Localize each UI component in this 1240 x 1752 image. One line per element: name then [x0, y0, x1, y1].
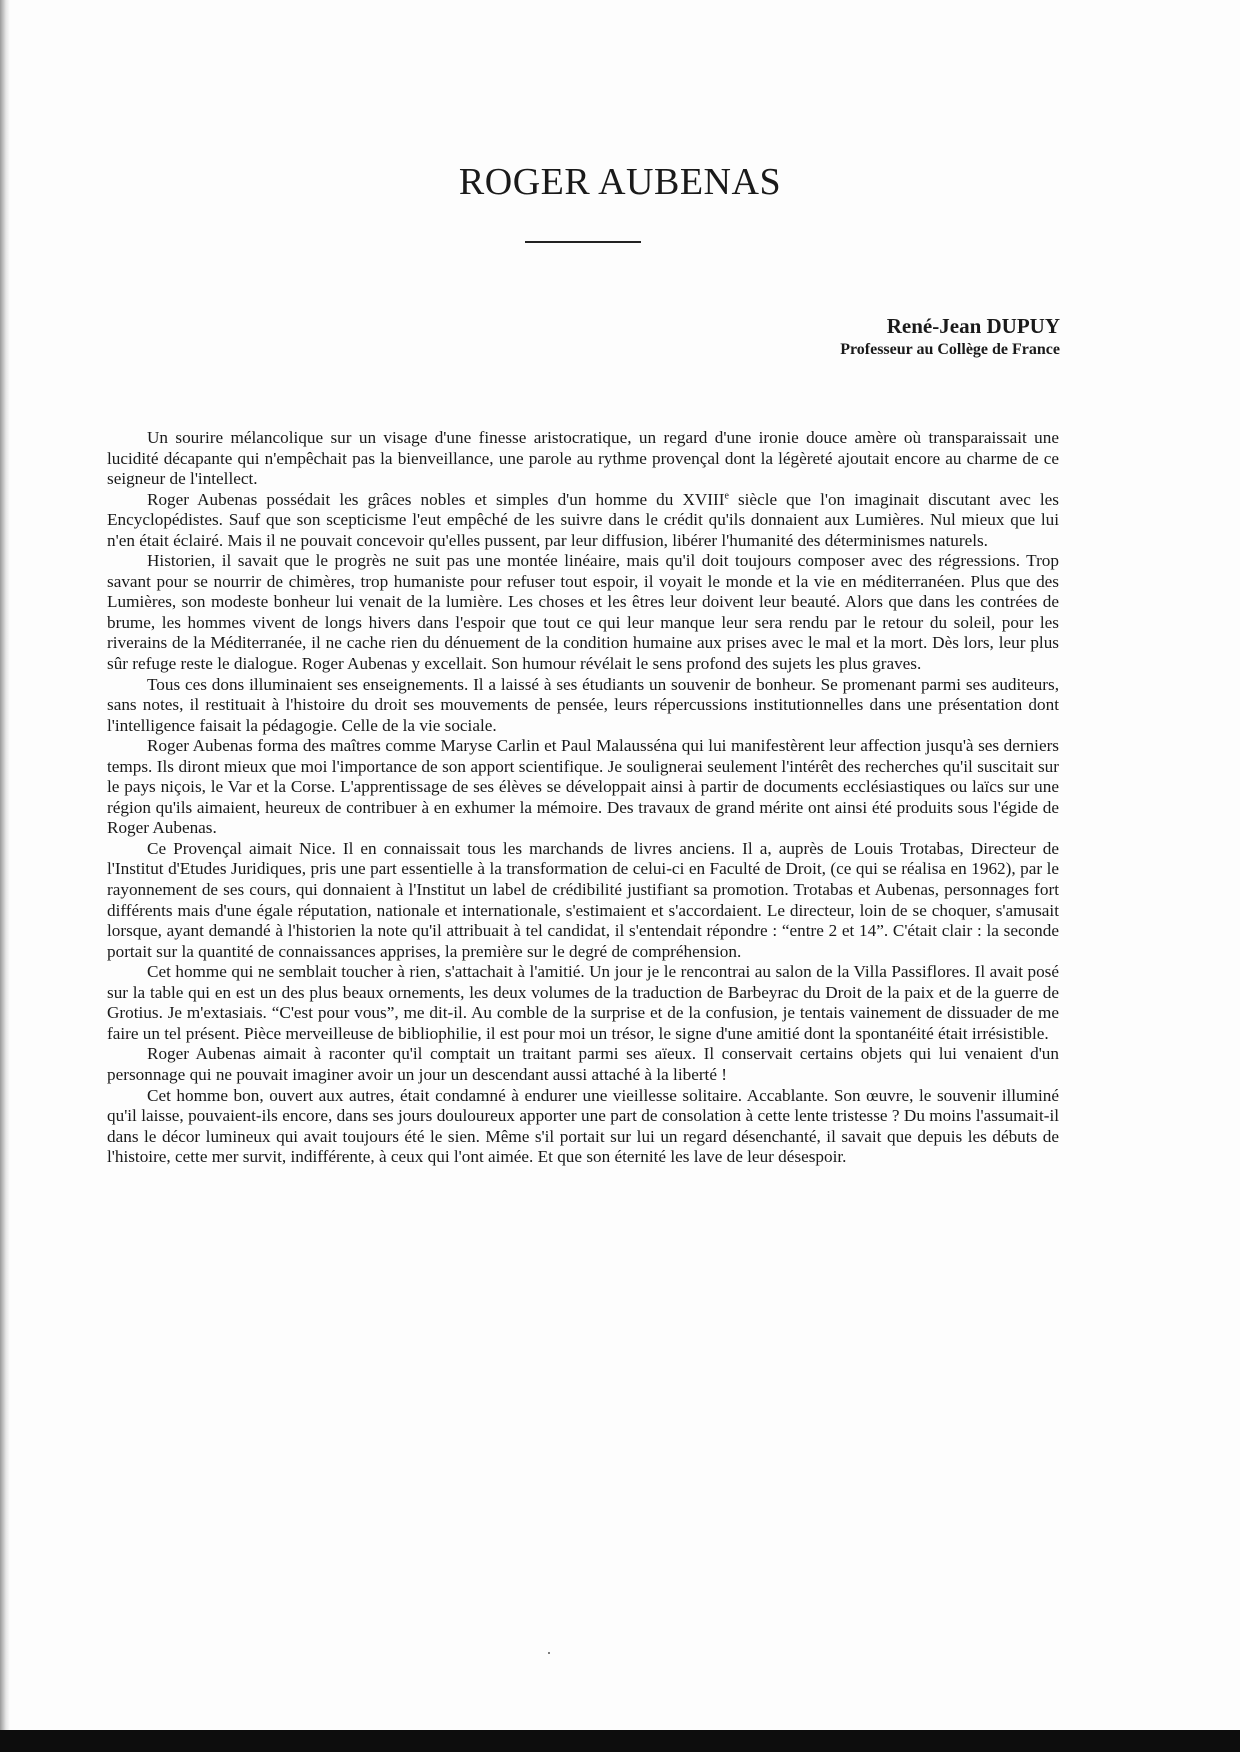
paragraph: Roger Aubenas aimait à raconter qu'il comptait un traitant parmi ses aïeux. Il conservait certains objets qui lui venaient d'un personnage qui ne pouvait imaginer avoir un jour un descendant aussi attaché à la liberté !: [107, 1044, 1059, 1084]
author-role: Professeur au Collège de France: [840, 341, 1060, 358]
title-divider: [525, 241, 641, 243]
author-name: René-Jean DUPUY: [886, 314, 1060, 338]
paragraph: Un sourire mélancolique sur un visage d'une finesse aristocratique, un regard d'une ironie douce amère où transparaissait une lucidité décapante qui n'empêchait pas la bienveillance, une parole au rythme provençal dont la légèreté ajoutait encore au charme de ce seigneur de l'intellect.: [107, 428, 1059, 489]
paragraph-text: Roger Aubenas possédait les grâces nobles et simples d'un homme du XVIII: [147, 489, 725, 509]
paragraph-text: siècle que l'on imaginait discutant avec les Encyclopédistes. Sauf que son scepticisme l'eut empêché de les suivre dans le crédit qu'ils donnaient aux Lumières. Nul mieux que lui n'en était éclairé. Mais il ne pouvait concevoir qu'elles pussent, par leur diffusion, libérer l'humanité des déterminismes naturels.: [107, 489, 1059, 550]
paragraph: [107, 490, 1059, 552]
scan-bottom-edge: [0, 1730, 1240, 1752]
paragraph: Roger Aubenas forma des maîtres comme Maryse Carlin et Paul Malausséna qui lui manifestèrent leur affection jusqu'à ses derniers temps. Ils diront mieux que moi l'importance de son apport scientifique. Je soulignerai seulement l'intérêt des recherches qu'il suscitait sur le pays niçois, le Var et la Corse. L'apprentissage de ses élèves se développait ainsi à partir de documents ecclésiastiques ou laïcs sur une région qu'ils aimaient, heureux de contribuer à en exhumer la mémoire. Des travaux de grand mérite ont ainsi été produits sous l'égide de Roger Aubenas.: [107, 736, 1059, 838]
scan-left-edge-shadow: [0, 0, 10, 1752]
century-superscript: e: [724, 489, 729, 501]
paragraph: Historien, il savait que le progrès ne suit pas une montée linéaire, mais qu'il doit toujours composer avec des régressions. Trop savant pour se nourrir de chimères, trop humaniste pour refuser tout espoir, il voyait le monde et la vie en méditerranéen. Plus que des Lumières, son modeste bonheur lui venait de la lumière. Les choses et les êtres leur doivent leur beauté. Alors que dans les contrées de brume, les hommes vivent de longs hivers dans l'espoir que tout ce qui leur manque leur sera rendu par le retour du soleil, pour les riverains de la Méditerranée, il ne cache rien du dénuement de la condition humaine aux prises avec le mal et la mort. Dès lors, leur plus sûr refuge reste le dialogue. Roger Aubenas y excellait. Son humour révélait le sens profond des sujets les plus graves.: [107, 551, 1059, 674]
paragraph: Tous ces dons illuminaient ses enseignements. Il a laissé à ses étudiants un souvenir de bonheur. Se promenant parmi ses auditeurs, sans notes, il restituait à l'histoire du droit ses mouvements de pensée, leurs répercussions institutionnelles dans une présentation dont l'intelligence faisait la pédagogie. Celle de la vie sociale.: [107, 674, 1059, 735]
scan-speck: [548, 1652, 550, 1654]
paragraph: Cet homme bon, ouvert aux autres, était condamné à endurer une vieillesse solitaire. Accablante. Son œuvre, le souvenir illuminé qu'il laisse, pouvaient-ils encore, dans ses jours douloureux apporter une part de consolation à cette lente tristesse ? Du moins l'assumait-il dans le décor lumineux qui avait toujours été le sien. Même s'il portait sur lui un regard désenchanté, il savait que depuis les débuts de l'histoire, cette mer survit, indifférente, à ceux qui l'ont aimée. Et que son éternité les lave de leur désespoir.: [107, 1085, 1059, 1167]
author-block: [840, 313, 1060, 361]
page-title: ROGER AUBENAS: [458, 161, 782, 203]
paragraph: Cet homme qui ne semblait toucher à rien, s'attachait à l'amitié. Un jour je le rencontrai au salon de la Villa Passiflores. Il avait posé sur la table qui en est un des plus beaux ornements, les deux volumes de la traduction de Barbeyrac du Droit de la paix et de la guerre de Grotius. Je m'extasiais. “C'est pour vous”, me dit-il. Au comble de la surprise et de la confusion, je tentais vainement de dissuader de me faire un tel présent. Pièce merveilleuse de bibliophilie, il est pour moi un trésor, le signe d'une amitié dont la spontanéité était irrésistible.: [107, 962, 1059, 1043]
article-body: [107, 428, 1059, 1168]
paragraph: Ce Provençal aimait Nice. Il en connaissait tous les marchands de livres anciens. Il a, auprès de Louis Trotabas, Directeur de l'Institut d'Etudes Juridiques, pris une part essentielle à la transformation de celui-ci en Faculté de Droit, (ce qui se réalisa en 1962), par le rayonnement de ses cours, qui donnaient à l'Institut un label de crédibilité justifiant sa promotion. Trotabas et Aubenas, personnages fort différents mais d'une égale réputation, nationale et internationale, s'estimaient et s'accordaient. Le directeur, loin de se choquer, s'amusait lorsque, ayant demandé à l'historien la note qu'il attribuait à tel candidat, il s'entendait répondre : “entre 2 et 14”. C'était clair : la seconde portait sur la quantité de connaissances apprises, la première sur le degré de compréhension.: [107, 838, 1059, 961]
